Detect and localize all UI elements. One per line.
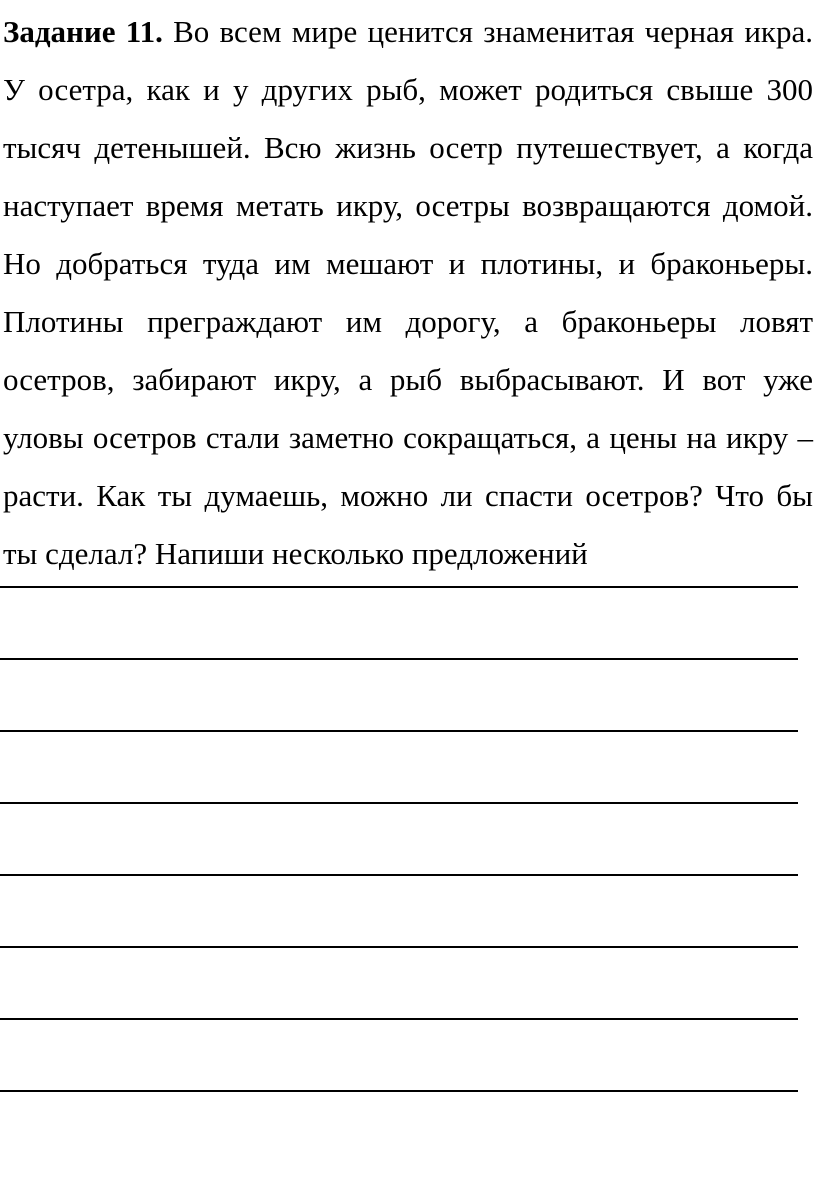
answer-line[interactable] (0, 874, 798, 946)
answer-line[interactable] (0, 946, 798, 1018)
answer-line[interactable] (0, 1090, 798, 1162)
task-text: Во всем мире ценится знаменитая черная икра. У осетра, как и у других рыб, может родиться свыше 300 тысяч детенышей. Всю жизнь осетр путешествует, а когда наступает время метать икру, осетры возвращаются домой. Но добраться туда им мешают и плотины, и браконьеры. Плотины преграждают им дорогу, а браконьеры ловят осетров, забирают икру, а рыб выбрасывают. И вот уже уловы осетров стали заметно сокращаться, а цены на икру – расти. Как ты думаешь, можно ли спасти осетров? Что бы ты сделал? Напиши несколько предложений (3, 14, 813, 571)
answer-line[interactable] (0, 802, 798, 874)
answer-line[interactable] (0, 1018, 798, 1090)
answer-lines (0, 586, 798, 1162)
task-paragraph (3, 3, 813, 583)
answer-line[interactable] (0, 658, 798, 730)
task-label: Задание 11. (3, 14, 163, 49)
answer-line[interactable] (0, 586, 798, 658)
answer-line[interactable] (0, 730, 798, 802)
